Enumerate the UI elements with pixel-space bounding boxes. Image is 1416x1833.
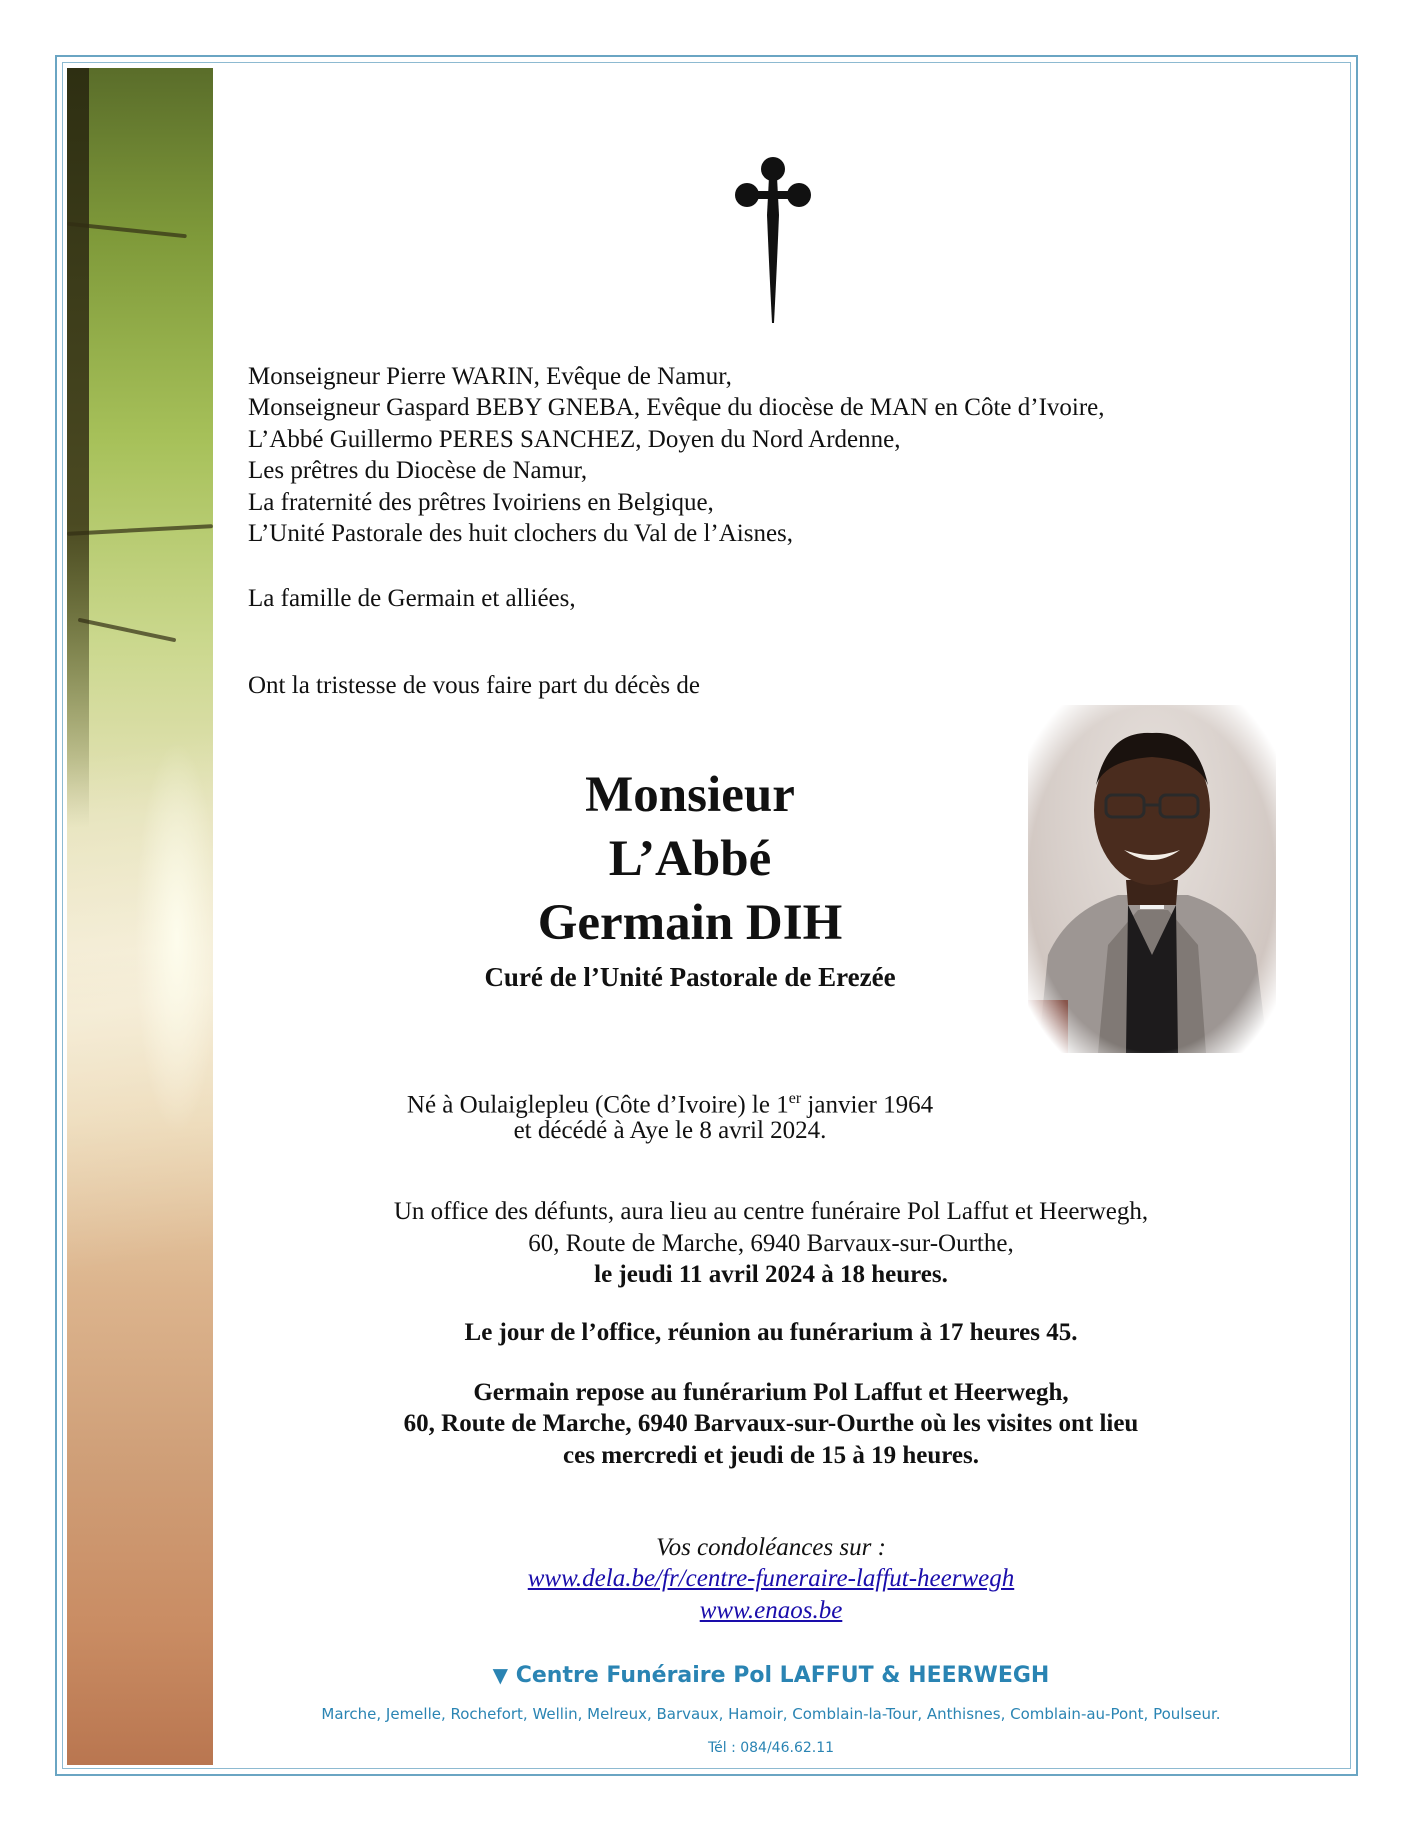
office-line-2: 60, Route de Marche, 6940 Barvaux-sur-Ourthe,: [528, 1230, 1014, 1257]
deceased-title: L’Abbé: [608, 831, 772, 887]
triangle-down-icon: ▼: [492, 1663, 509, 1687]
portrait-photo: [1028, 705, 1276, 1053]
header-line: Les prêtres du Diocèse de Namur,: [248, 457, 588, 484]
header-line: L’Unité Pastorale des huit clochers du Val de l’Aisnes,: [248, 520, 794, 547]
visits-line-3: ces mercredi et jeudi de 15 à 19 heures.: [563, 1442, 979, 1469]
office-line-1: Un office des défunts, aura lieu au centre funéraire Pol Laffut et Heerwegh,: [393, 1198, 1149, 1225]
header-line: Monseigneur Gaspard BEBY GNEBA, Evêque du diocèse de MAN en Côte d’Ivoire,: [248, 394, 1105, 421]
condolences-link-enaos[interactable]: www.enaos.be: [699, 1597, 843, 1624]
deceased-name: Germain DIH: [537, 895, 843, 951]
footer-company: [213, 1663, 1329, 1688]
family-line: La famille de Germain et alliées,: [248, 585, 576, 612]
visits-line-1: Germain repose au funérarium Pol Laffut et Heerwegh,: [473, 1379, 1069, 1406]
cross-icon: [733, 155, 813, 325]
header-line: L’Abbé Guillermo PERES SANCHEZ, Doyen du Nord Ardenne,: [248, 426, 901, 453]
forest-path-photo: [67, 68, 213, 1765]
deceased-honorific: Monsieur: [585, 767, 795, 823]
header-line: Monseigneur Pierre WARIN, Evêque de Namur,: [248, 363, 732, 390]
footer-phone: Tél : 084/46.62.11: [707, 1740, 835, 1756]
footer-locations: Marche, Jemelle, Rochefort, Wellin, Melreux, Barvaux, Hamoir, Comblain-la-Tour, Anthisnes, Comblain-au-Pont, Poulseur.: [321, 1705, 1221, 1723]
office-line-3: le jeudi 11 avril 2024 à 18 heures.: [594, 1261, 948, 1288]
birth-line: Né à Oulaiglepleu (Côte d’Ivoire) le 1er janvier 1964: [406, 1090, 934, 1119]
deceased-role: Curé de l’Unité Pastorale de Erezée: [484, 962, 896, 992]
meeting-line: Le jour de l’office, réunion au funérarium à 17 heures 45.: [464, 1319, 1078, 1346]
company-name: Centre Funéraire Pol LAFFUT & HEERWEGH: [515, 1663, 1050, 1688]
condolences-link-dela[interactable]: www.dela.be/fr/centre-funeraire-laffut-heerwegh: [527, 1565, 1015, 1592]
visits-line-2: 60, Route de Marche, 6940 Barvaux-sur-Ourthe où les visites ont lieu: [403, 1410, 1139, 1437]
condolences-label: Vos condoléances sur :: [656, 1534, 886, 1561]
announcement-line: Ont la tristesse de vous faire part du décès de: [248, 672, 700, 699]
death-line: et décédé à Aye le 8 avril 2024.: [513, 1117, 827, 1144]
header-line: La fraternité des prêtres Ivoiriens en Belgique,: [248, 489, 714, 516]
